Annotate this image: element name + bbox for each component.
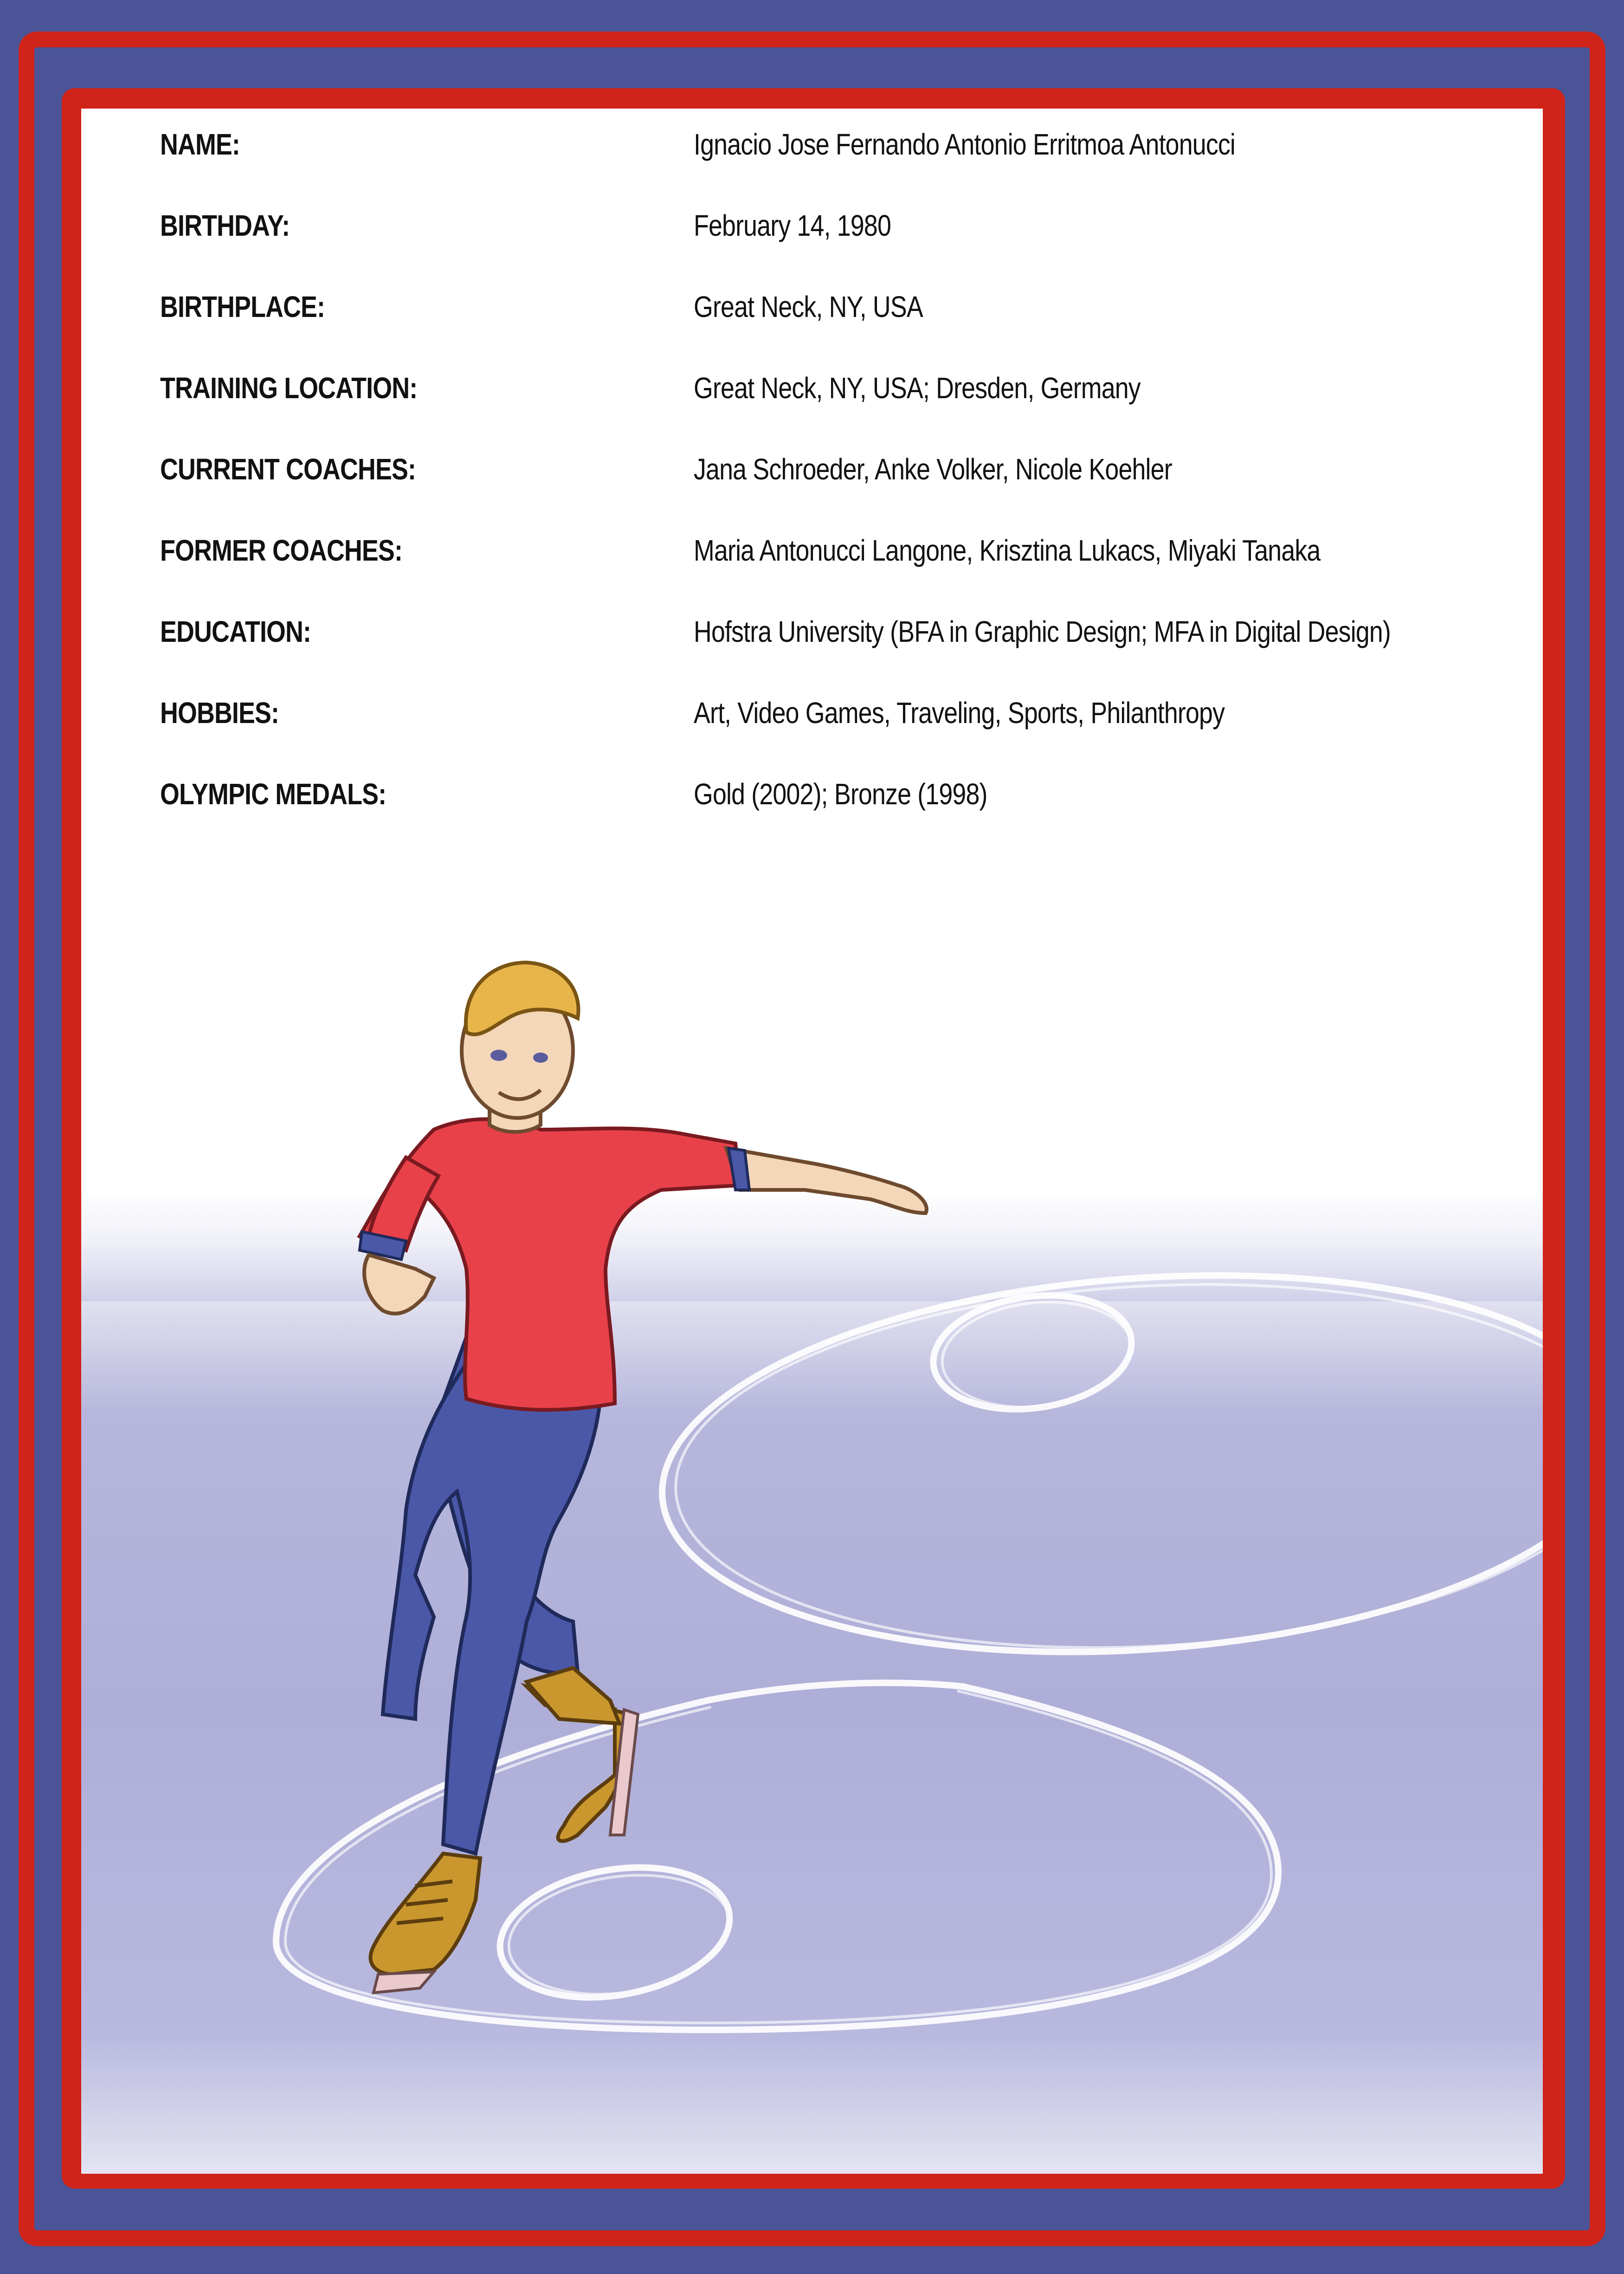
education-label: EDUCATION: — [160, 615, 311, 648]
olympic-medals-label: OLYMPIC MEDALS: — [160, 777, 387, 811]
profile-row-birthday — [160, 208, 1506, 290]
profile-row-olympic-medals — [160, 777, 1506, 858]
current-coaches-value: Jana Schroeder, Anke Volker, Nicole Koehler — [694, 452, 1172, 486]
training-location-label: TRAINING LOCATION: — [160, 371, 418, 405]
training-location-value: Great Neck, NY, USA; Dresden, Germany — [694, 371, 1141, 405]
birthplace-value: Great Neck, NY, USA — [694, 290, 923, 323]
profile-row-training-location — [160, 371, 1506, 452]
skater-figure — [360, 963, 927, 1993]
profile-row-hobbies — [160, 696, 1506, 777]
birthplace-label: BIRTHPLACE: — [160, 290, 325, 323]
profile-row-former-coaches — [160, 533, 1506, 614]
former-coaches-value: Maria Antonucci Langone, Krisztina Lukacs, Miyaki Tanaka — [694, 534, 1321, 567]
profile-card — [81, 109, 1543, 2174]
hobbies-label: HOBBIES: — [160, 696, 279, 730]
name-value: Ignacio Jose Fernando Antonio Erritmoa Antonucci — [694, 128, 1236, 161]
profile-row-current-coaches — [160, 452, 1506, 533]
profile-row-education — [160, 614, 1506, 696]
profile-facts — [160, 127, 1506, 858]
birthday-value: February 14, 1980 — [694, 209, 891, 242]
education-value: Hofstra University (BFA in Graphic Design; MFA in Digital Design) — [694, 615, 1391, 648]
name-label: NAME: — [160, 128, 240, 161]
hobbies-value: Art, Video Games, Traveling, Sports, Philanthropy — [694, 696, 1225, 730]
profile-row-name — [160, 127, 1506, 208]
olympic-medals-value: Gold (2002); Bronze (1998) — [694, 777, 987, 811]
former-coaches-label: FORMER COACHES: — [160, 534, 403, 567]
profile-row-birthplace — [160, 290, 1506, 371]
birthday-label: BIRTHDAY: — [160, 209, 290, 242]
current-coaches-label: CURRENT COACHES: — [160, 452, 416, 486]
